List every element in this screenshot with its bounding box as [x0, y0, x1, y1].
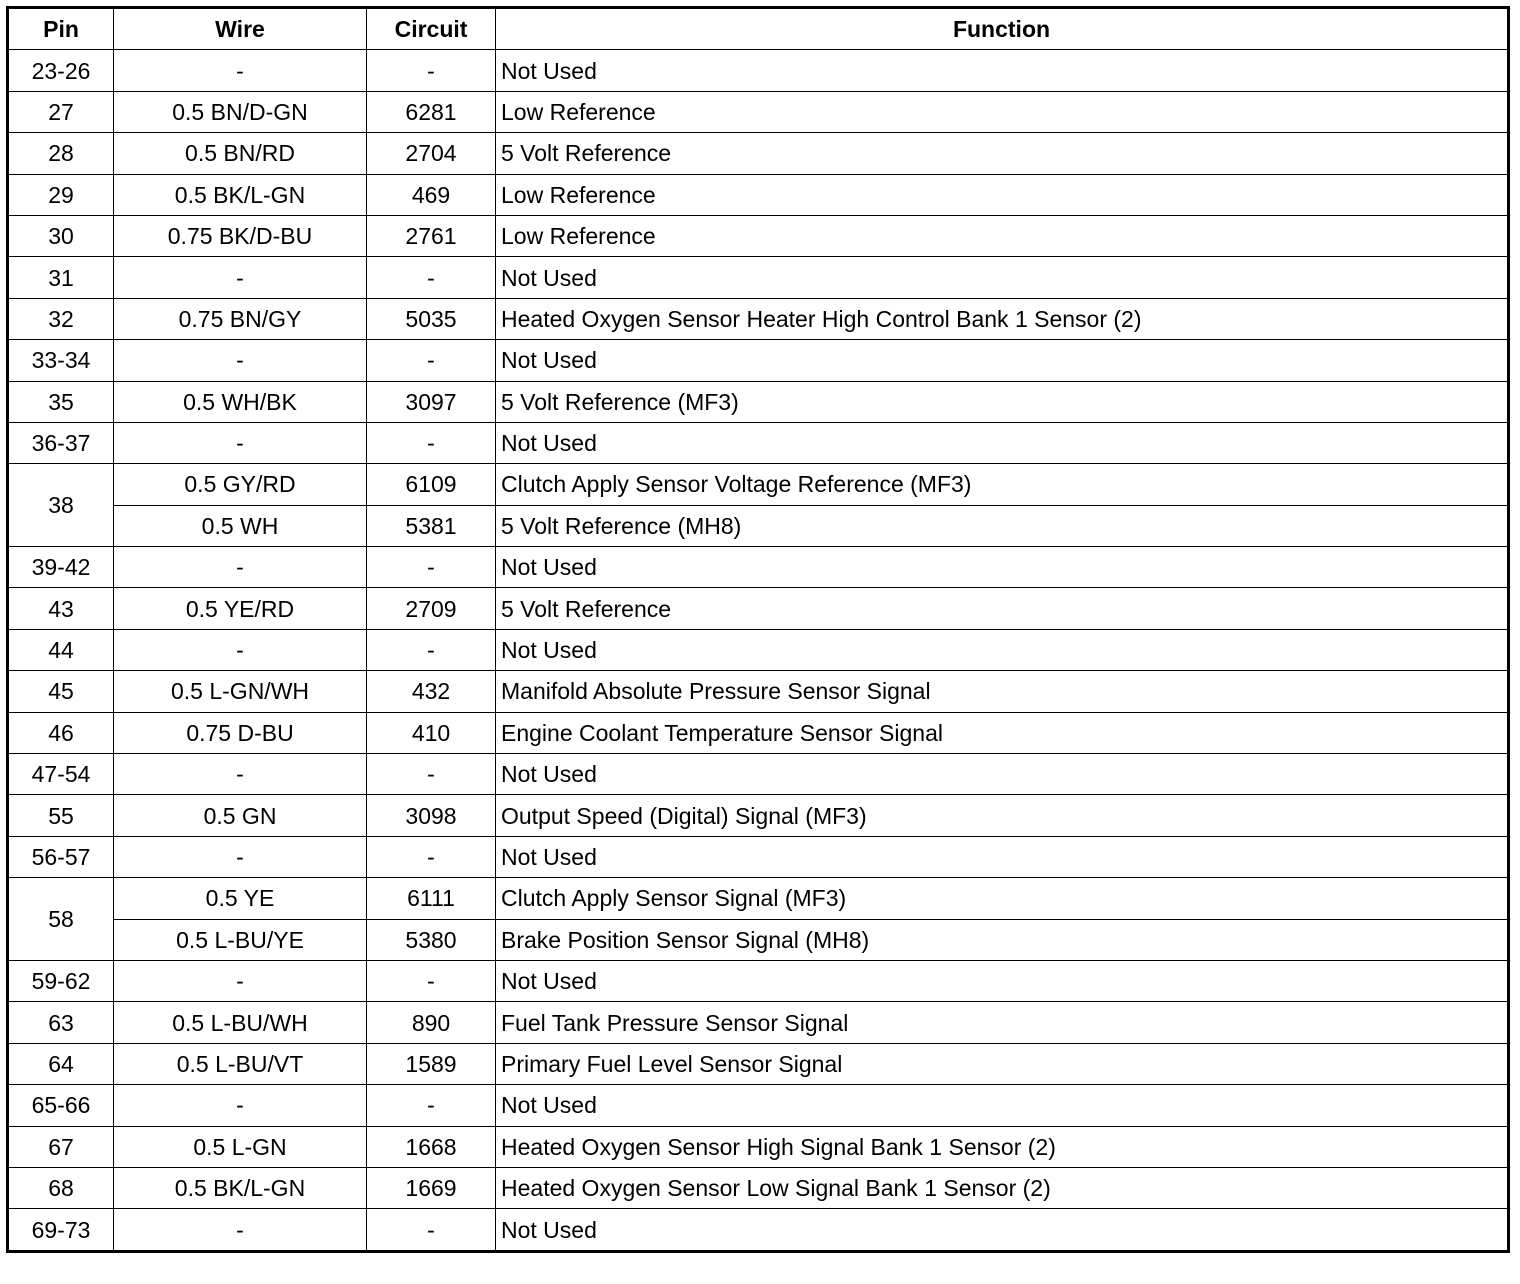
- wire-cell: -: [114, 257, 367, 298]
- table-row: [8, 340, 1509, 381]
- circuit-cell: 1589: [367, 1043, 496, 1084]
- wire-cell: -: [114, 1085, 367, 1126]
- table-row: [8, 795, 1509, 836]
- wire-cell: 0.75 D-BU: [114, 712, 367, 753]
- pin-cell: 59-62: [8, 960, 114, 1001]
- header-pin: Pin: [8, 8, 114, 50]
- table-row: [8, 464, 1509, 505]
- circuit-cell: 2761: [367, 215, 496, 256]
- function-cell: Heated Oxygen Sensor Heater High Control Bank 1 Sensor (2): [496, 298, 1509, 339]
- table-row: [8, 754, 1509, 795]
- table-row: [8, 422, 1509, 463]
- wire-cell: -: [114, 754, 367, 795]
- circuit-cell: 469: [367, 174, 496, 215]
- wire-cell: 0.5 BN/D-GN: [114, 91, 367, 132]
- wire-cell: -: [114, 960, 367, 1001]
- table-row: [8, 1167, 1509, 1208]
- pin-cell: 55: [8, 795, 114, 836]
- wire-cell: 0.5 WH: [114, 505, 367, 546]
- pin-cell: 30: [8, 215, 114, 256]
- pin-cell: 43: [8, 588, 114, 629]
- function-cell: Not Used: [496, 629, 1509, 670]
- function-cell: Not Used: [496, 50, 1509, 91]
- wire-cell: 0.75 BK/D-BU: [114, 215, 367, 256]
- circuit-cell: 410: [367, 712, 496, 753]
- wire-cell: 0.5 BK/L-GN: [114, 1167, 367, 1208]
- pin-cell: 67: [8, 1126, 114, 1167]
- function-cell: 5 Volt Reference: [496, 133, 1509, 174]
- function-cell: Not Used: [496, 836, 1509, 877]
- table-row: [8, 381, 1509, 422]
- function-cell: Not Used: [496, 340, 1509, 381]
- circuit-cell: -: [367, 1085, 496, 1126]
- table-row: [8, 919, 1509, 960]
- circuit-cell: 2709: [367, 588, 496, 629]
- circuit-cell: 5380: [367, 919, 496, 960]
- wire-cell: -: [114, 836, 367, 877]
- table-row: [8, 836, 1509, 877]
- function-cell: 5 Volt Reference: [496, 588, 1509, 629]
- pin-cell: 27: [8, 91, 114, 132]
- function-cell: Not Used: [496, 1085, 1509, 1126]
- table-row: [8, 629, 1509, 670]
- function-cell: Brake Position Sensor Signal (MH8): [496, 919, 1509, 960]
- table-row: [8, 1126, 1509, 1167]
- table-row: [8, 298, 1509, 339]
- header-wire: Wire: [114, 8, 367, 50]
- table-row: [8, 960, 1509, 1001]
- wire-cell: 0.5 BN/RD: [114, 133, 367, 174]
- function-cell: Heated Oxygen Sensor High Signal Bank 1 Sensor (2): [496, 1126, 1509, 1167]
- circuit-cell: -: [367, 960, 496, 1001]
- wire-cell: 0.5 GN: [114, 795, 367, 836]
- function-cell: Low Reference: [496, 215, 1509, 256]
- circuit-cell: -: [367, 50, 496, 91]
- function-cell: Output Speed (Digital) Signal (MF3): [496, 795, 1509, 836]
- table-row: [8, 91, 1509, 132]
- pin-cell: 63: [8, 1002, 114, 1043]
- wire-cell: 0.75 BN/GY: [114, 298, 367, 339]
- pin-cell: 29: [8, 174, 114, 215]
- function-cell: Low Reference: [496, 174, 1509, 215]
- function-cell: Clutch Apply Sensor Voltage Reference (MF3): [496, 464, 1509, 505]
- function-cell: 5 Volt Reference (MH8): [496, 505, 1509, 546]
- circuit-cell: -: [367, 257, 496, 298]
- table-row: [8, 671, 1509, 712]
- function-cell: Primary Fuel Level Sensor Signal: [496, 1043, 1509, 1084]
- table-row: [8, 588, 1509, 629]
- pin-cell: 39-42: [8, 547, 114, 588]
- circuit-cell: -: [367, 629, 496, 670]
- pin-cell: 46: [8, 712, 114, 753]
- circuit-cell: 1669: [367, 1167, 496, 1208]
- pin-cell: 32: [8, 298, 114, 339]
- pin-cell: 35: [8, 381, 114, 422]
- function-cell: Not Used: [496, 754, 1509, 795]
- wire-cell: 0.5 YE/RD: [114, 588, 367, 629]
- table-row: [8, 50, 1509, 91]
- pin-cell: 64: [8, 1043, 114, 1084]
- circuit-cell: 5381: [367, 505, 496, 546]
- circuit-cell: 890: [367, 1002, 496, 1043]
- circuit-cell: -: [367, 340, 496, 381]
- function-cell: Heated Oxygen Sensor Low Signal Bank 1 Sensor (2): [496, 1167, 1509, 1208]
- wire-cell: 0.5 L-BU/YE: [114, 919, 367, 960]
- circuit-cell: -: [367, 422, 496, 463]
- pin-cell: 33-34: [8, 340, 114, 381]
- function-cell: Fuel Tank Pressure Sensor Signal: [496, 1002, 1509, 1043]
- circuit-cell: 6109: [367, 464, 496, 505]
- pin-cell: 23-26: [8, 50, 114, 91]
- wire-cell: -: [114, 547, 367, 588]
- table-row: [8, 1085, 1509, 1126]
- pin-table: [6, 6, 1510, 1253]
- circuit-cell: -: [367, 836, 496, 877]
- wire-cell: 0.5 YE: [114, 878, 367, 919]
- circuit-cell: 3097: [367, 381, 496, 422]
- wire-cell: -: [114, 340, 367, 381]
- wire-cell: -: [114, 422, 367, 463]
- wire-cell: -: [114, 50, 367, 91]
- table-row: [8, 133, 1509, 174]
- function-cell: Not Used: [496, 547, 1509, 588]
- wire-cell: 0.5 L-GN/WH: [114, 671, 367, 712]
- function-cell: Not Used: [496, 422, 1509, 463]
- function-cell: 5 Volt Reference (MF3): [496, 381, 1509, 422]
- table-row: [8, 215, 1509, 256]
- circuit-cell: 432: [367, 671, 496, 712]
- table-row: [8, 878, 1509, 919]
- table-row: [8, 257, 1509, 298]
- circuit-cell: -: [367, 547, 496, 588]
- pin-cell: 68: [8, 1167, 114, 1208]
- wire-cell: 0.5 L-BU/VT: [114, 1043, 367, 1084]
- function-cell: Manifold Absolute Pressure Sensor Signal: [496, 671, 1509, 712]
- table-row: [8, 547, 1509, 588]
- header-function: Function: [496, 8, 1509, 50]
- table-row: [8, 712, 1509, 753]
- table-row: [8, 1002, 1509, 1043]
- pin-cell: 45: [8, 671, 114, 712]
- wire-cell: -: [114, 1209, 367, 1251]
- header-row: [8, 8, 1509, 50]
- function-cell: Engine Coolant Temperature Sensor Signal: [496, 712, 1509, 753]
- function-cell: Not Used: [496, 1209, 1509, 1251]
- circuit-cell: 3098: [367, 795, 496, 836]
- table-row: [8, 1043, 1509, 1084]
- table-body: [8, 50, 1509, 1251]
- function-cell: Not Used: [496, 257, 1509, 298]
- pin-cell: 36-37: [8, 422, 114, 463]
- pin-cell: 69-73: [8, 1209, 114, 1251]
- wire-cell: 0.5 BK/L-GN: [114, 174, 367, 215]
- circuit-cell: 6281: [367, 91, 496, 132]
- circuit-cell: 6111: [367, 878, 496, 919]
- wire-cell: 0.5 WH/BK: [114, 381, 367, 422]
- table-row: [8, 1209, 1509, 1251]
- circuit-cell: 5035: [367, 298, 496, 339]
- function-cell: Clutch Apply Sensor Signal (MF3): [496, 878, 1509, 919]
- header-circuit: Circuit: [367, 8, 496, 50]
- table-header: [8, 8, 1509, 50]
- circuit-cell: 2704: [367, 133, 496, 174]
- wire-cell: 0.5 GY/RD: [114, 464, 367, 505]
- pin-cell: 44: [8, 629, 114, 670]
- pin-cell: 28: [8, 133, 114, 174]
- pin-cell: 38: [8, 464, 114, 547]
- wire-cell: -: [114, 629, 367, 670]
- table-row: [8, 505, 1509, 546]
- pin-cell: 47-54: [8, 754, 114, 795]
- pin-cell: 58: [8, 878, 114, 961]
- wire-cell: 0.5 L-GN: [114, 1126, 367, 1167]
- function-cell: Not Used: [496, 960, 1509, 1001]
- circuit-cell: 1668: [367, 1126, 496, 1167]
- circuit-cell: -: [367, 1209, 496, 1251]
- pin-cell: 65-66: [8, 1085, 114, 1126]
- pin-cell: 56-57: [8, 836, 114, 877]
- wire-cell: 0.5 L-BU/WH: [114, 1002, 367, 1043]
- circuit-cell: -: [367, 754, 496, 795]
- pin-cell: 31: [8, 257, 114, 298]
- function-cell: Low Reference: [496, 91, 1509, 132]
- table-row: [8, 174, 1509, 215]
